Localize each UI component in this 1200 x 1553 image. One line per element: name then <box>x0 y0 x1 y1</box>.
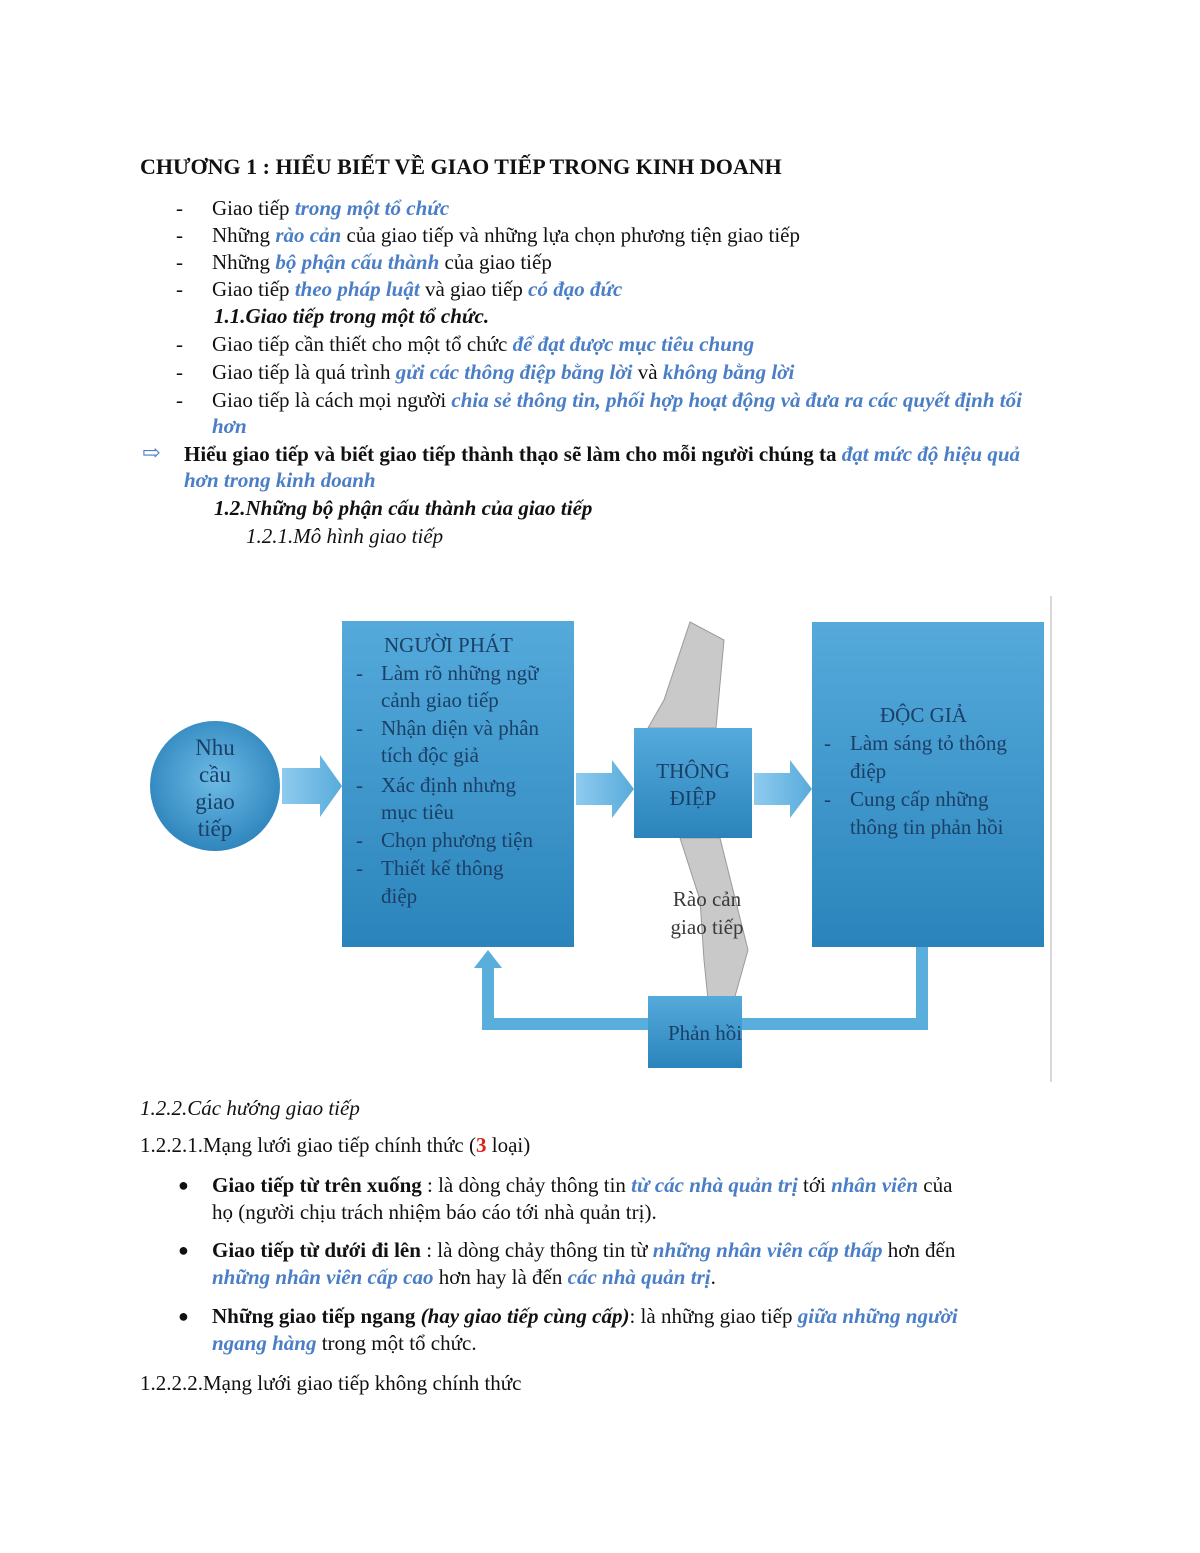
section-heading-1-2-2: 1.2.2.Các hướng giao tiếp <box>140 1096 360 1120</box>
svg-text:cầu: cầu <box>199 762 231 787</box>
svg-text:Chọn phương tiện: Chọn phương tiện <box>381 828 533 852</box>
svg-text:THÔNG: THÔNG <box>656 759 730 783</box>
section-heading-1-2: 1.2.Những bộ phận cấu thành của giao tiếp <box>214 496 593 520</box>
feedback-line-bottom-left <box>482 1018 648 1030</box>
svg-text:ĐỘC GIẢ: ĐỘC GIẢ <box>880 703 967 727</box>
sender-dash: - <box>356 856 363 880</box>
bullet-item-horizontal-cont: ngang hàng trong một tổ chức. <box>212 1331 477 1355</box>
dash-marker: - <box>176 277 183 301</box>
svg-text:Làm sáng tỏ thông: Làm sáng tỏ thông <box>850 731 1007 755</box>
svg-text:cảnh giao tiếp: cảnh giao tiếp <box>381 688 499 712</box>
bullet-dot: ● <box>178 1175 189 1195</box>
bullet-item-bottom-up: Giao tiếp từ dưới đi lên : là dòng chảy thông tin từ những nhân viên cấp thấp hơn đến <box>212 1238 956 1262</box>
svg-text:Thiết kế thông: Thiết kế thông <box>381 856 504 880</box>
dash-marker: - <box>176 250 183 274</box>
sender-dash: - <box>356 773 363 797</box>
dash-marker: - <box>176 388 183 412</box>
svg-text:NGƯỜI PHÁT: NGƯỜI PHÁT <box>384 633 513 657</box>
section-heading-1-1: 1.1.Giao tiếp trong một tổ chức. <box>214 304 490 328</box>
bullet-item-top-down-cont: họ (người chịu trách nhiệm báo cáo tới nhà quản trị). <box>212 1200 657 1224</box>
overview-item: Những bộ phận cấu thành của giao tiếp <box>212 250 552 274</box>
dash-marker: - <box>176 223 183 247</box>
arrow-to-message <box>576 760 634 818</box>
svg-text:Rào cản: Rào cản <box>672 887 742 911</box>
informal-network-heading: 1.2.2.2.Mạng lưới giao tiếp không chính thức <box>140 1371 522 1395</box>
dash-marker: - <box>176 360 183 384</box>
svg-text:Nhận diện và phân: Nhận diện và phân <box>381 716 540 740</box>
bullet-dot: ● <box>178 1240 189 1260</box>
svg-text:giao tiếp: giao tiếp <box>670 915 744 939</box>
svg-text:tích độc giả: tích độc giả <box>381 743 479 767</box>
sender-dash: - <box>356 661 363 685</box>
section-1-1-item: Giao tiếp cần thiết cho một tổ chức để đạt được mục tiêu chung <box>212 332 755 356</box>
feedback-line-right <box>916 947 928 1027</box>
arrow-right-icon: ⇨ <box>142 440 161 465</box>
arrow-to-sender <box>282 755 342 817</box>
feedback-label: Phản hồi <box>667 1021 743 1045</box>
overview-item: Giao tiếp theo pháp luật và giao tiếp có đạo đức <box>212 277 623 301</box>
sender-dash: - <box>356 716 363 740</box>
sender-dash: - <box>356 828 363 852</box>
receiver-dash: - <box>824 787 831 811</box>
arrow-to-receiver <box>754 760 812 818</box>
overview-item: Giao tiếp trong một tổ chức <box>212 196 450 220</box>
bullet-item-bottom-up-cont: những nhân viên cấp cao hơn hay là đến các nhà quản trị. <box>212 1265 716 1289</box>
bullet-dot: ● <box>178 1306 189 1326</box>
receiver-dash: - <box>824 731 831 755</box>
svg-text:Làm rõ những ngữ: Làm rõ những ngữ <box>381 661 539 685</box>
svg-text:ĐIỆP: ĐIỆP <box>669 786 717 810</box>
svg-text:Nhu: Nhu <box>195 735 235 760</box>
section-subheading-1-2-1: 1.2.1.Mô hình giao tiếp <box>246 524 444 548</box>
overview-item: Những rào cản của giao tiếp và những lựa chọn phương tiện giao tiếp <box>212 223 800 247</box>
chapter-title: CHƯƠNG 1 : HIỂU BIẾT VỀ GIAO TIẾP TRONG KINH DOANH <box>140 154 782 179</box>
section-1-1-item: Giao tiếp là cách mọi người chia sẻ thông tin, phối hợp hoạt động và đưa ra các quyết định tối hơn <box>212 388 1022 438</box>
barrier-shape-top <box>648 622 724 728</box>
svg-text:thông tin phản hồi: thông tin phản hồi <box>850 815 1004 839</box>
svg-text:Cung cấp những: Cung cấp những <box>850 787 989 811</box>
svg-text:điệp: điệp <box>381 884 418 908</box>
svg-text:Xác định nhưng: Xác định nhưng <box>381 773 517 797</box>
feedback-line-left <box>482 965 494 1030</box>
feedback-arrowhead <box>474 950 502 968</box>
svg-text:mục tiêu: mục tiêu <box>381 800 454 824</box>
receiver-box <box>812 622 1044 947</box>
svg-text:tiếp: tiếp <box>197 816 233 841</box>
svg-text:giao: giao <box>195 789 235 814</box>
svg-text:điệp: điệp <box>850 759 887 783</box>
section-1-1-item: Giao tiếp là quá trình gửi các thông điệp bằng lời và không bằng lời <box>212 360 795 384</box>
conclusion-text: Hiểu giao tiếp và biết giao tiếp thành thạo sẽ làm cho mỗi người chúng ta đạt mức độ hiệu quả hơn trong kinh doanh <box>184 442 1021 492</box>
formal-network-heading: 1.2.2.1.Mạng lưới giao tiếp chính thức (3 loại) <box>140 1133 531 1157</box>
dash-marker: - <box>176 332 183 356</box>
bullet-item-top-down: Giao tiếp từ trên xuống : là dòng chảy thông tin từ các nhà quản trị tới nhân viên của <box>212 1173 953 1197</box>
message-box <box>634 728 752 838</box>
feedback-line-bottom-right <box>742 1018 928 1030</box>
bullet-item-horizontal: Những giao tiếp ngang (hay giao tiếp cùng cấp): là những giao tiếp giữa những người <box>212 1304 958 1328</box>
dash-marker: - <box>176 196 183 220</box>
